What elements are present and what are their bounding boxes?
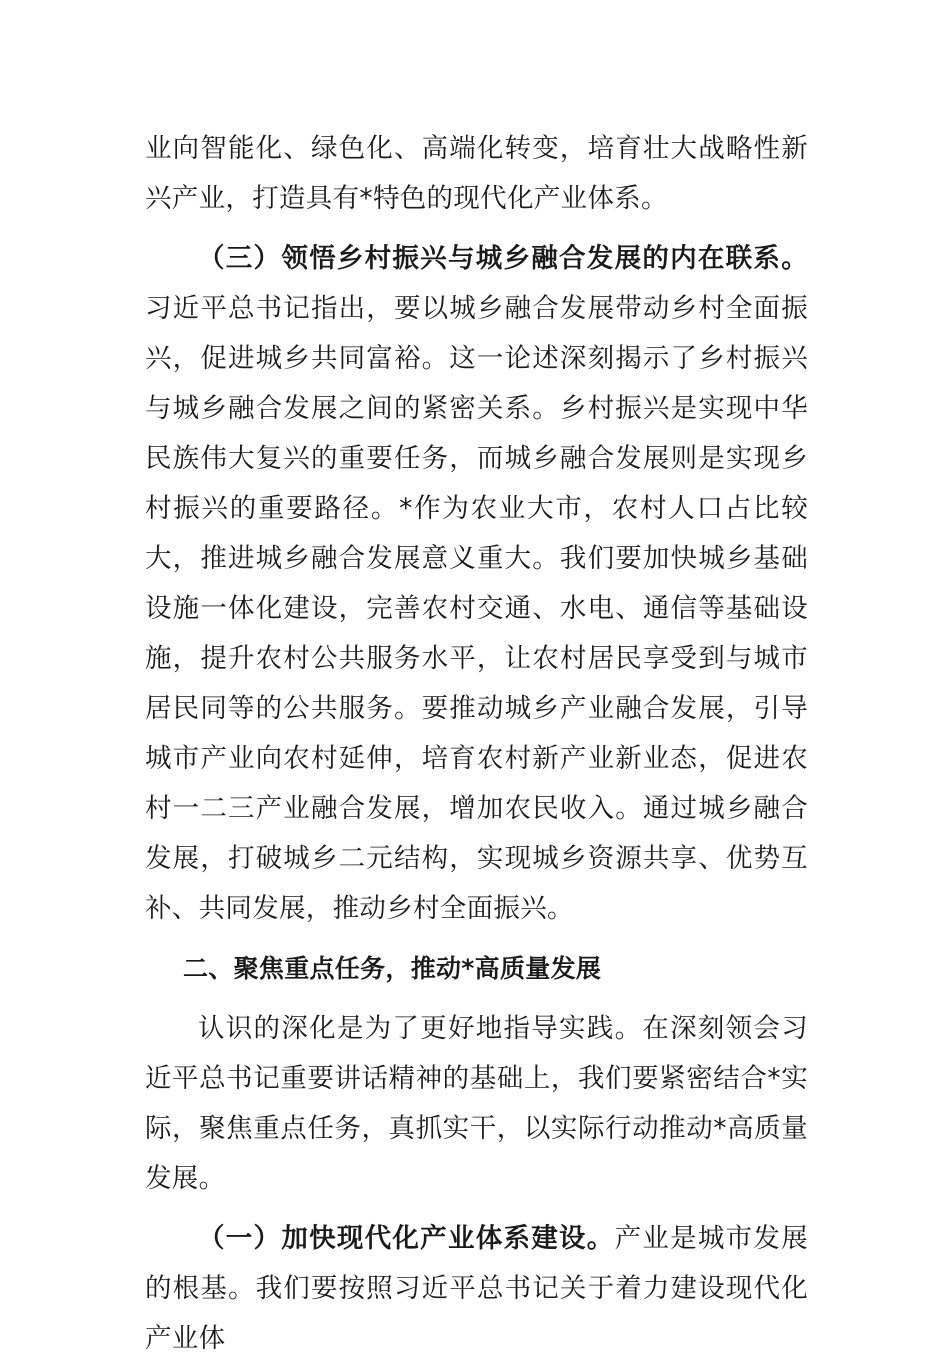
paragraph-text: 产业是城市发展的根基。我们要按照习近平总书记关于着力建设现代化产业体	[145, 1223, 809, 1354]
document-page	[145, 124, 808, 1364]
paragraph-continuation	[145, 124, 808, 224]
paragraph-rural-revitalization	[145, 234, 808, 934]
section-heading: 二、聚焦重点任务，推动*高质量发展	[183, 954, 602, 983]
paragraph-lead-heading: （一）加快现代化产业体系建设。	[198, 1223, 615, 1254]
paragraph-industry-system	[145, 1214, 808, 1364]
paragraph-intro	[145, 1004, 808, 1204]
paragraph-text: 业向智能化、绿色化、高端化转变，培育壮大战略性新兴产业，打造具有*特色的现代化产业体系。	[145, 133, 808, 214]
paragraph-text: 认识的深化是为了更好地指导实践。在深刻领会习近平总书记重要讲话精神的基础上，我们要紧密结合*实际，聚焦重点任务，真抓实干，以实际行动推动*高质量发展。	[145, 1013, 808, 1194]
paragraph-lead-heading: （三）领悟乡村振兴与城乡融合发展的内在联系。	[198, 243, 808, 274]
paragraph-text: 习近平总书记指出，要以城乡融合发展带动乡村全面振兴，促进城乡共同富裕。这一论述深刻揭示了乡村振兴与城乡融合发展之间的紧密关系。乡村振兴是实现中华民族伟大复兴的重要任务，而城乡融合发展则是实现乡村振兴的重要路径。*作为农业大市，农村人口占比较大，推进城乡融合发展意义重大。我们要加快城乡基础设施一体化建设，完善农村交通、水电、通信等基础设施，提升农村公共服务水平，让农村居民享受到与城市居民同等的公共服务。要推动城乡产业融合发展，引导城市产业向农村延伸，培育农村新产业新业态，促进农村一二三产业融合发展，增加农民收入。通过城乡融合发展，打破城乡二元结构，实现城乡资源共享、优势互补、共同发展，推动乡村全面振兴。	[145, 293, 808, 924]
